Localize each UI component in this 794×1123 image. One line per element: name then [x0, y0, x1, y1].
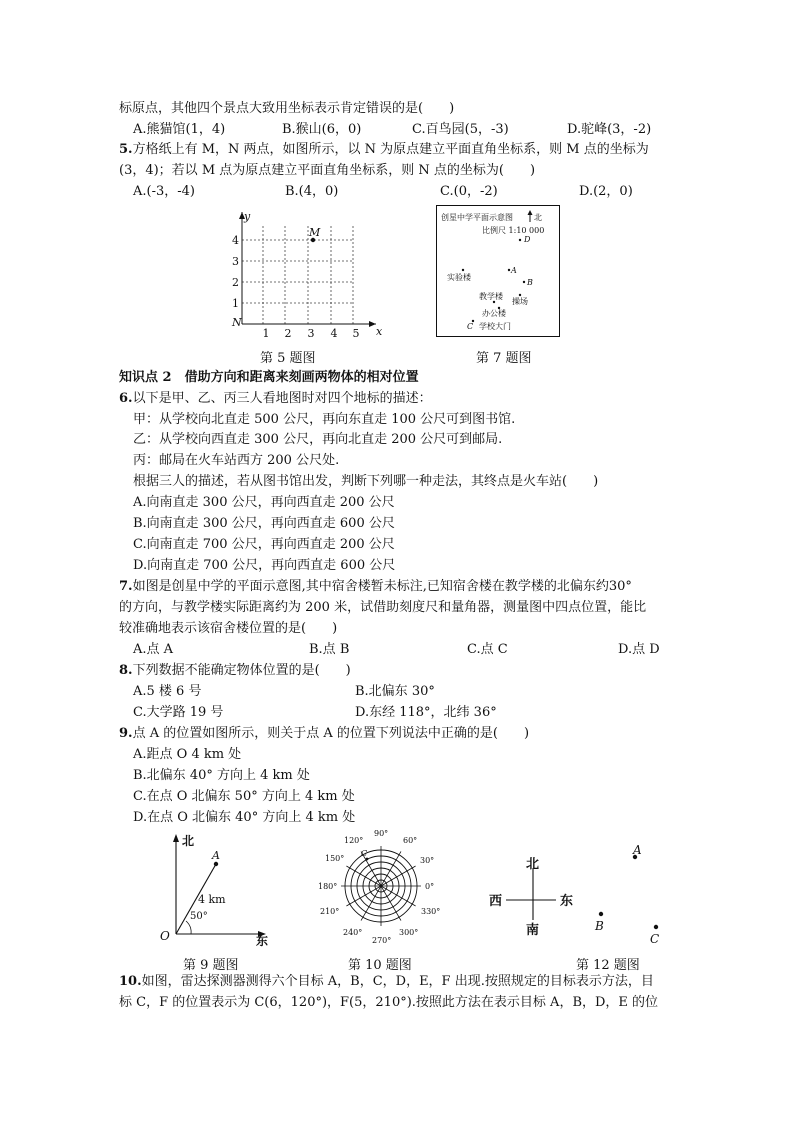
q6-option-c[interactable]: C.向南直走 700 公尺，再向西直走 200 公尺 [133, 537, 395, 552]
fig5-y-label: y [244, 210, 251, 223]
fig5-y-tick: 3 [232, 255, 239, 268]
fig10-angle-label: 60° [403, 836, 418, 845]
q8-stem [119, 662, 351, 680]
fig5-x-tick: 4 [330, 327, 338, 340]
fig5-x-tick: 3 [307, 327, 315, 340]
q7-option-c[interactable]: C.点 C [467, 642, 508, 657]
fig9-caption: 第 9 题图 [183, 958, 239, 973]
q5-option-b[interactable]: B.(4，0) [285, 184, 339, 199]
fig10-angle-label: 90° [374, 829, 389, 838]
fig10-radar-diagram [310, 826, 452, 950]
fig7-point-b-label: B [527, 278, 533, 287]
q9-option-c[interactable]: C.在点 O 北偏东 50° 方向上 4 km 处 [133, 789, 355, 804]
fig12-south-label: 南 [526, 923, 540, 938]
q7-option-a[interactable]: A.点 A [133, 642, 174, 657]
fig10-angle-label: 240° [343, 928, 363, 937]
fig12-point-a-label: A [633, 843, 642, 857]
fig10-angle-label: 210° [320, 907, 340, 916]
fig5-x-tick: 1 [262, 327, 270, 340]
q10-stem-line2: 标 C，F 的位置表示为 C(6，120°)，F(5，210°).按照此方法在表示目标 A，B，D，E 的位 [119, 995, 659, 1010]
q6-option-b[interactable]: B.向南直走 300 公尺，再向西直走 600 公尺 [133, 516, 395, 531]
q7-option-d[interactable]: D.点 D [618, 642, 660, 657]
fig5-x-tick: 2 [284, 327, 292, 340]
fig12-east-label: 东 [560, 894, 574, 909]
fig9-point-a [214, 862, 218, 866]
fig7-school-map [436, 205, 560, 337]
fig5-y-tick: 2 [232, 276, 239, 289]
fig10-angle-label: 30° [420, 856, 435, 865]
q8-option-a[interactable]: A.5 楼 6 号 [133, 684, 202, 699]
q9-number: 9. [119, 726, 133, 741]
fig10-point-c [366, 858, 369, 861]
q4-option-d[interactable]: D.驼峰(3，-2) [567, 122, 652, 137]
q9-option-d[interactable]: D.在点 O 北偏东 40° 方向上 4 km 处 [133, 810, 356, 825]
fig12-point-b-label: B [595, 919, 604, 933]
fig10-point-c-label: C [361, 849, 368, 858]
q7-option-b[interactable]: B.点 B [309, 642, 350, 657]
fig10-angle-label: 150° [325, 854, 345, 863]
q6-text: 以下是甲、乙、丙三人看地图时对四个地标的描述： [132, 391, 432, 406]
fig10-angle-label: 180° [318, 882, 338, 891]
fig7-point-d [519, 239, 521, 241]
fig5-y-tick: 1 [232, 297, 239, 310]
fig9-origin-label: O [160, 929, 170, 943]
q6-question: 根据三人的描述，若从图书馆出发，判断下列哪一种走法，其终点是火车站( ) [133, 474, 599, 489]
q4-option-c[interactable]: C.百鸟园(5，-3) [412, 122, 509, 137]
fig10-angle-label: 330° [421, 907, 441, 916]
fig10-angle-label: 120° [344, 836, 364, 845]
fig9-angle-arc [186, 921, 191, 934]
q8-option-c[interactable]: C.大学路 19 号 [133, 705, 224, 720]
fig12-west-label: 西 [489, 894, 503, 909]
fig10-angle-label: 0° [425, 882, 435, 891]
q5-number: 5. [119, 142, 133, 157]
fig12-point-c [654, 925, 658, 929]
section-heading: 知识点 2 借助方向和距离来刻画两物体的相对位置 [119, 370, 419, 385]
q5-option-a[interactable]: A.(-3，-4) [133, 184, 195, 199]
intro-line: 标原点，其他四个景点大致用坐标表示肯定错误的是( ) [119, 101, 455, 116]
fig5-x-label: x [376, 325, 383, 338]
q6-bing: 丙：邮局在火车站西方 200 公尺处. [133, 453, 340, 468]
q9-option-b[interactable]: B.北偏东 40° 方向上 4 km 处 [133, 768, 310, 783]
q7-number: 7. [119, 579, 133, 594]
q4-option-b[interactable]: B.猴山(6，0) [282, 122, 362, 137]
fig5-x-tick: 5 [352, 327, 360, 340]
fig12-point-c-label: C [650, 932, 660, 946]
fig10-angle-label: 300° [399, 928, 419, 937]
fig9-direction-diagram [152, 830, 278, 948]
q10-number: 10. [119, 974, 142, 989]
q6-option-a[interactable]: A.向南直走 300 公尺，再向西直走 200 公尺 [133, 495, 395, 510]
fig10-angle-label: 270° [372, 936, 392, 945]
fig7-lab-building: 实验楼 [447, 273, 471, 282]
fig7-scale: 比例尺 1:10 000 [482, 226, 545, 235]
fig7-north-label: 北 [534, 213, 542, 222]
fig9-north-label: 北 [182, 834, 195, 848]
fig9-angle-label: 50° [190, 911, 208, 922]
fig12-point-b [599, 912, 603, 916]
fig9-distance-label: 4 km [198, 893, 226, 906]
q7-text: 如图是创星中学的平面示意图,其中宿舍楼暂未标注,已知宿舍楼在教学楼的北偏东约30° [132, 579, 632, 594]
q6-stem [119, 390, 432, 408]
q8-option-b[interactable]: B.北偏东 30° [355, 684, 435, 699]
fig7-playground: 操场 [512, 297, 528, 306]
fig12-north-label: 北 [526, 857, 540, 872]
q7-stem-line3: 较准确地表示该宿舍楼位置的是( ) [119, 621, 338, 636]
q9-text: 点 A 的位置如图所示，则关于点 A 的位置下列说法中正确的是( ) [132, 726, 530, 741]
fig5-point-m-label: M [309, 226, 321, 239]
fig7-point-c-label: C [467, 322, 474, 331]
q10-stem-line1 [119, 973, 654, 991]
fig7-point-a [508, 269, 510, 271]
q10-text: 如图，雷达探测器测得六个目标 A，B，C，D，E，F 出现.按照规定的目标表示方法，目 [141, 974, 654, 989]
q5-text: 方格纸上有 M，N 两点，如图所示，以 N 为原点建立平面直角坐标系，则 M 点的坐标为 [132, 142, 649, 157]
fig12-caption: 第 12 题图 [576, 958, 640, 973]
fig12-compass-diagram [486, 838, 676, 952]
q5-option-d[interactable]: D.(2，0) [579, 184, 633, 199]
fig5-grid-diagram [228, 208, 384, 340]
fig7-teaching-building: 教学楼 [479, 292, 503, 301]
fig7-office-building: 办公楼 [482, 309, 506, 318]
q7-stem-line2: 的方向，与教学楼实际距离约为 200 米，试借助刻度尺和量角器，测量图中四点位置，能比 [119, 600, 647, 615]
q8-number: 8. [119, 663, 133, 678]
q5-option-c[interactable]: C.(0，-2) [440, 184, 498, 199]
q9-option-a[interactable]: A.距点 O 4 km 处 [133, 747, 242, 762]
fig7-point-b [523, 281, 525, 283]
fig5-origin-label: N [232, 316, 242, 329]
fig5-caption: 第 5 题图 [260, 351, 316, 366]
q6-option-d[interactable]: D.向南直走 700 公尺，再向西直走 600 公尺 [133, 558, 396, 573]
fig7-caption: 第 7 题图 [476, 351, 532, 366]
fig9-east-label: 东 [256, 934, 269, 948]
q6-jia: 甲：从学校向北直走 500 公尺，再向东直走 100 公尺可到图书馆. [133, 412, 516, 427]
fig10-caption: 第 10 题图 [348, 958, 412, 973]
q7-stem-line1 [119, 578, 632, 596]
fig5-y-tick: 4 [232, 234, 239, 247]
q8-text: 下列数据不能确定物体位置的是( ) [132, 663, 351, 678]
q4-option-a[interactable]: A.熊猫馆(1，4) [133, 122, 226, 137]
q9-stem [119, 725, 529, 743]
q5-stem-line2: (3，4)；若以 M 点为原点建立平面直角坐标系，则 N 点的坐标为( ) [119, 163, 536, 178]
q8-option-d[interactable]: D.东经 118°，北纬 36° [355, 705, 497, 720]
fig9-point-a-label: A [212, 849, 220, 862]
fig10-bearing-lines [341, 846, 421, 926]
q6-yi: 乙：从学校向西直走 300 公尺，再向北直走 200 公尺可到邮局. [133, 432, 503, 447]
fig7-school-gate: 学校大门 [479, 322, 511, 331]
fig7-title: 创星中学平面示意图 [441, 213, 513, 222]
q5-stem-line1 [119, 141, 649, 159]
fig7-point-d-label: D [524, 235, 531, 244]
fig7-point-a-label: A [511, 266, 517, 275]
q6-number: 6. [119, 391, 133, 406]
